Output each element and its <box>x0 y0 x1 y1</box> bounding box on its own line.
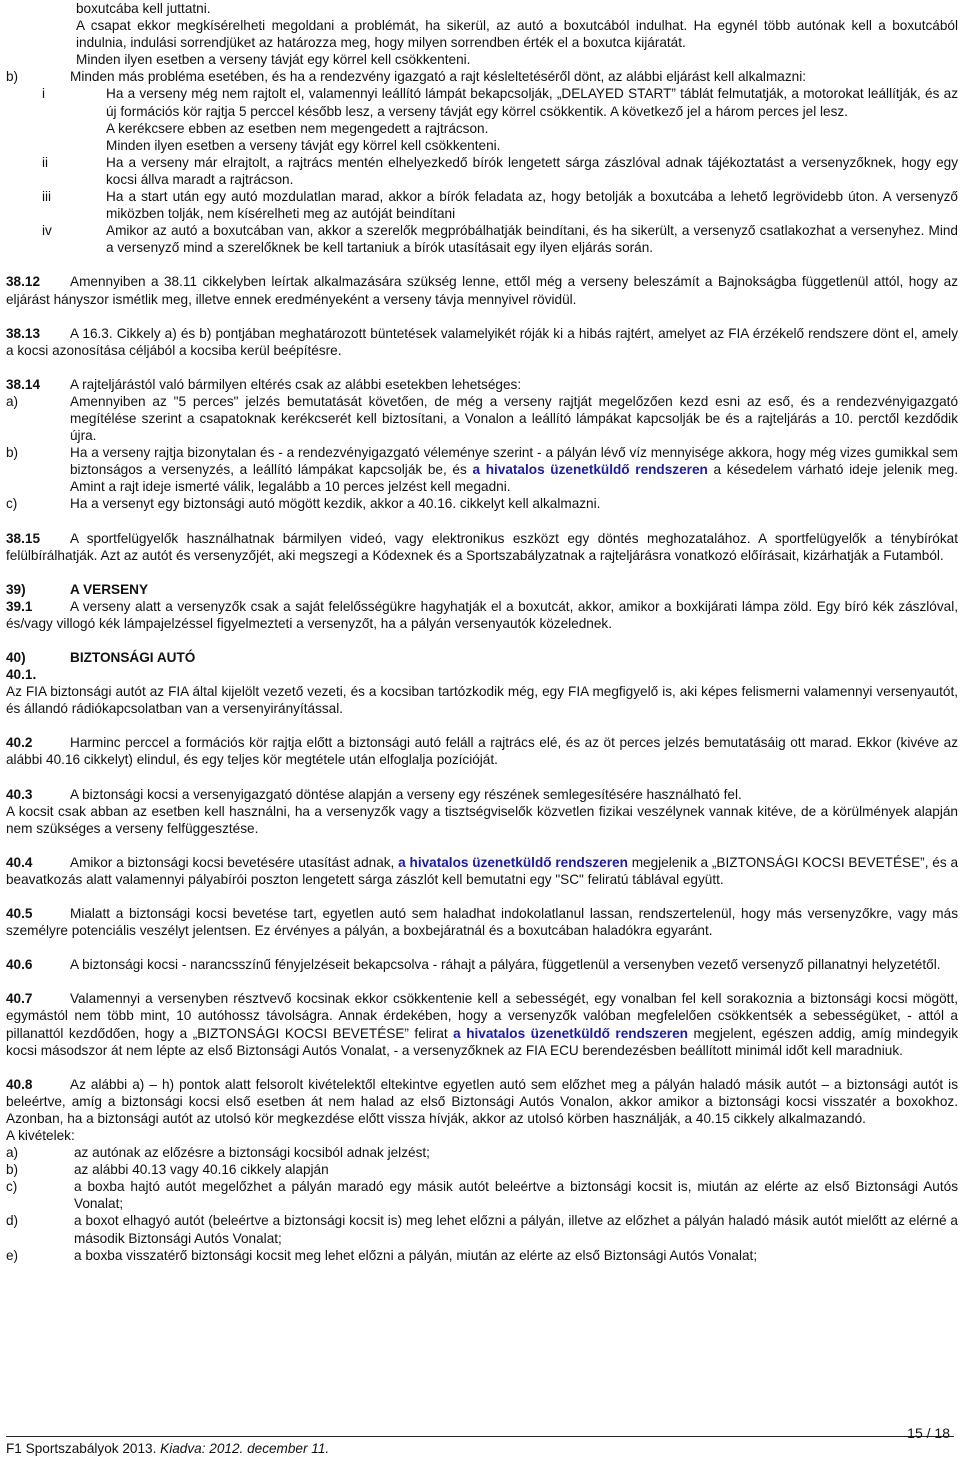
footer-edition: Kiadva: 2012. december 11. <box>160 1441 330 1456</box>
section-40-3 <box>6 786 958 803</box>
item-text: Ha a versenyt egy biztonsági autó mögött kezdik, akkor a 40.16. cikkelyt kell alkalmazni. <box>70 496 601 512</box>
section-38-14-c <box>6 495 958 512</box>
item-text-post: a késedelem várható ideje jelenik meg. Amint a rajt ideje ismerté válik, legalább a 10 perces jelzést kell megadni. <box>70 462 958 495</box>
section-39-1 <box>6 598 958 632</box>
item-b-i <box>6 85 958 153</box>
section-text: Amennyiben a 38.11 cikkelyben leírtak alkalmazására szükség lenne, ettől még a verseny beleszámít a Bajnokságba függetlenül attól, hogy az eljárást hányszor ismétlik meg, illetve ennek eredményeként a verseny távja mennyivel rövidül. <box>6 274 958 307</box>
messaging-system-link: a hivatalos üzenetküldő rendszeren <box>472 462 708 478</box>
section-text: A verseny alatt a versenyzők csak a saját felelősségükre hagyhatják el a boxutcát, akkor, amikor a boxkijárati lámpa zöld. Egy bíró kék zászlóval, és/vagy villogó kék lámpajelzéssel figyelmezteti a versenyzőt, ha a pályán versenyautók közelednek. <box>6 598 958 631</box>
item-b-i-label: i <box>42 86 46 102</box>
exception-label: d) <box>6 1213 19 1229</box>
intro-line-2: A csapat ekkor megkísérelheti megoldani a problémát, ha sikerül, az autó a boxutcából indulhat. Ha egynél több autónak kell a boxutcából indulnia, indulási sorrendjüket az határozza meg, hogy milyen sorrendben érték el a boxutca kijáratát. <box>76 18 958 51</box>
exceptions-intro: A kivételek: <box>6 1127 75 1143</box>
exception-text: az alábbi 40.13 vagy 40.16 cikkely alapján <box>74 1162 329 1178</box>
item-b-label: b) <box>6 69 19 85</box>
section-number: 40.2 <box>6 735 33 751</box>
section-number: 38.13 <box>6 325 41 341</box>
item-b-iv-label: iv <box>42 223 52 239</box>
section-40-3-text2: A kocsit csak abban az esetben kell használni, ha a versenyzők vagy a tisztségviselők közvetlen fizikai veszélynek vannak kitéve, de a körülmények alapján nem szükséges a verseny felfüggesztése. <box>6 803 958 836</box>
section-number: 40.6 <box>6 957 33 973</box>
item-b-i-text: Ha a verseny még nem rajtolt el, valamennyi leállító lámpát bekapcsolják, „DELAYED START” táblát felmutatják, a motorokat leállítják, és az új formációs kör rajtja 5 perccel később lesz, a verseny távját egy körrel csökkentik. A következő jel a három perces jel lesz. <box>106 86 958 119</box>
document-body <box>6 0 958 1264</box>
section-number: 40.5 <box>6 906 33 922</box>
exception-text: a boxba hajtó autót megelőzhet a pályán maradó egy másik autót beleértve a biztonsági kocsit is, miután az elérte az első Biztonsági Autós Vonalat; <box>74 1179 958 1212</box>
section-text: Harminc perccel a formációs kör rajtja előtt a biztonsági autó feláll a rajtrács elé, és az öt perces jelzés bemutatásáig ott marad. Ekkor (kivéve az alábbi 40.16 cikkelyt) elindul, és egy teljes kör megtétele után elfoglalja pozícióját. <box>6 735 958 768</box>
exception-text: a boxba visszatérő biztonsági kocsit meg lehet előzni a pályán, miután az elérte az első Biztonsági Autós Vonalat; <box>74 1247 758 1263</box>
section-38-14 <box>6 376 958 393</box>
item-text: Amennyiben az "5 perces" jelzés bemutatását követően, de még a verseny rajtját megelőzően kezd esni az eső, és a rendezvényigazgató megítélése szerint a csapatoknak kerékcserét kell biztosítani, a Vonalon a leállító lámpákat kapcsolják be és a rajteljárás a 10. perctől kezdődik újra. <box>70 393 958 444</box>
exception-item <box>6 1178 958 1212</box>
section-number: 40.3 <box>6 786 33 802</box>
item-label: c) <box>6 496 18 512</box>
section-number: 38.14 <box>6 376 41 392</box>
exception-label: a) <box>6 1145 19 1161</box>
section-text: A rajteljárástól való bármilyen eltérés csak az alábbi esetekben lehetséges: <box>70 376 522 392</box>
section-text-post: megjelent, egészen addig, amíg mindegyik kocsi másodszor át nem lépte az első Biztonsági Autós Vonalat, - a versenyzőknek az FIA ECU berendezésben beállított minimál időt kell maradniuk. <box>6 1025 958 1058</box>
heading-title: A VERSENY <box>70 581 149 597</box>
section-40-1-number: 40.1. <box>6 667 37 683</box>
section-text: A biztonsági kocsi a versenyigazgató döntése alapján a verseny egy részének semlegesítésére használható fel. <box>70 786 742 802</box>
exception-item <box>6 1144 958 1161</box>
item-b-iii-text: Ha a start után egy autó mozdulatlan marad, akkor a bírók feladata az, hogy betolják a boxutcába a lehető legrövidebb úton. A versenyző miközben tolják, nem kísérelheti meg az autóját beindítani <box>106 189 958 222</box>
exception-label: e) <box>6 1247 19 1263</box>
heading-39 <box>6 581 958 598</box>
section-number: 40.4 <box>6 854 33 870</box>
exception-item <box>6 1247 958 1264</box>
item-b-i-text3: Minden ilyen esetben a verseny távját egy körrel kell csökkenteni. <box>106 137 501 153</box>
heading-40 <box>6 649 958 666</box>
item-b-ii <box>6 154 958 188</box>
heading-title: BIZTONSÁGI AUTÓ <box>70 650 196 665</box>
messaging-system-link: a hivatalos üzenetküldő rendszeren <box>398 854 628 870</box>
intro-line-1: boxutcába kell juttatni. <box>76 1 211 16</box>
section-text-post: megjelenik a „BIZTONSÁGI KOCSI BEVETÉSE”, és a beavatkozás alatt valamennyi pályabírói poszton lengetett sárga zászlót kell bemutatni egy "SC" feliratú táblával együtt. <box>6 854 959 887</box>
item-b-i-text2: A kerékcsere ebben az esetben nem megengedett a rajtrácson. <box>106 120 489 136</box>
section-number: 38.12 <box>6 274 41 290</box>
section-38-14-b <box>6 444 958 495</box>
section-40-5 <box>6 905 958 939</box>
exception-text: a boxot elhagyó autót (beleértve a biztonsági kocsit is) meg lehet előzni a pályán, illetve az előzhet a pályán haladó másik autót mielőtt az elérné a második Biztonsági Autós Vonalat; <box>74 1213 958 1246</box>
section-text: A biztonsági kocsi - narancsszínű fényjelzéseit bekapcsolva - ráhajt a pályára, függetlenül a versenyben vezető versenyző pillanatnyi helyzetétől. <box>70 957 941 973</box>
item-b-text: Minden más probléma esetében, és ha a rendezvény igazgató a rajt késleltetéséről dönt, az alábbi eljárást kell alkalmazni: <box>70 69 806 85</box>
section-40-6 <box>6 956 958 973</box>
item-b <box>6 68 958 85</box>
section-40-4 <box>6 854 958 888</box>
section-text-pre: Amikor a biztonsági kocsi bevetésére utasítást adnak, <box>70 854 395 870</box>
section-40-1-text: Az FIA biztonsági autót az FIA által kijelölt vezető vezeti, és a kocsiban tartózkodik még, egy FIA megfigyelő is, aki képes felismerni valamennyi versenyautót, és állandó rádiókapcsolatban van a versenyirányítással. <box>6 684 958 717</box>
section-38-15 <box>6 530 958 564</box>
item-b-iii <box>6 188 958 222</box>
exception-label: b) <box>6 1162 19 1178</box>
page-footer <box>6 1425 954 1456</box>
footer-title: F1 Sportszabályok 2013. <box>6 1441 157 1456</box>
exception-text: az autónak az előzésre a biztonsági kocsiból adnak jelzést; <box>74 1145 430 1161</box>
section-38-12 <box>6 273 958 307</box>
item-label: b) <box>6 445 19 461</box>
section-40-8 <box>6 1076 958 1127</box>
item-b-iv <box>6 222 958 256</box>
section-38-14-a <box>6 393 958 444</box>
section-text: A 16.3. Cikkely a) és b) pontjában meghatározott büntetések valamelyikét róják ki a hibás rajtért, amelyet az FIA érzékelő rendszere dönt el, amely a kocsi azonosítása céljából a kocsiba kerül beépítésre. <box>6 325 958 358</box>
section-number: 39.1 <box>6 598 33 614</box>
exception-label: c) <box>6 1179 18 1195</box>
messaging-system-link: a hivatalos üzenetküldő rendszeren <box>453 1025 688 1041</box>
section-text: Mialatt a biztonsági kocsi bevetése tart, egyetlen autó sem haladhat indokolatlanul lassan, rendszertelenül, hogy más versenyzőkre, vagy más személyre potenciális veszélyt jelentsen. Ez érvényes a pályán, a boxbejáratnál és a boxutcában haladókra egyaránt. <box>6 906 958 939</box>
item-label: a) <box>6 393 19 409</box>
exception-item <box>6 1161 958 1178</box>
section-number: 40.7 <box>6 991 33 1007</box>
intro-line-3: Minden ilyen esetben a verseny távját egy körrel kell csökkenteni. <box>76 52 471 68</box>
section-text: Az alábbi a) – h) pontok alatt felsorolt kivételektől eltekintve egyetlen autó sem előzhet meg a pályán haladó másik autót – a biztonsági autót is beleértve, amíg a biztonsági kocsi első esetben át nem halad az első Biztonsági Autós Vonalon, akkor amikor a biztonsági kocsi visszatér a boxokhoz. Azonban, ha a biztonsági autót az utolsó kör megkezdése előtt vissza hívják, akkor az utolsó körben használják, a 40.15 cikkely alkalmazandó. <box>6 1076 958 1126</box>
section-text: A sportfelügyelők használhatnak bármilyen videó, vagy elektronikus eszközt egy döntés meghozatalához. A sportfelügyelők a ténybírókat felülbírálhatják. Azt az autót és versenyzőjét, aki megszegi a Kódexnek és a Sportszabályzatnak a rajteljárásra vonatkozó előírásait, kizárhatják a Futamból. <box>6 530 958 563</box>
section-38-13 <box>6 325 958 359</box>
page-number: 15 / 18 <box>907 1425 950 1441</box>
section-number: 38.15 <box>6 530 41 546</box>
item-b-iv-text: Amikor az autó a boxutcában van, akkor a szerelők megpróbálhatják beindítani, és ha sikerült, a versenyző csatlakozhat a versenyhez. Mind a versenyző mind a szerelőknek be kell tartaniuk a bírók utasításait egy ilyen eljárás során. <box>106 223 958 256</box>
item-b-iii-label: iii <box>42 189 52 205</box>
heading-number: 39) <box>6 581 26 597</box>
item-text-pre: Ha a verseny rajtja bizonytalan és - a rendezvényigazgató véleménye szerint - a pályán lévő víz mennyisége akkora, hogy még vizes gumikkal sem biztonságos a versenyzés, a leállító lámpákat kapcsolják be, és <box>70 445 958 478</box>
item-b-ii-label: ii <box>42 154 49 170</box>
section-text-pre: Valamennyi a versenyben résztvevő kocsinak ekkor csökkentenie kell a sebességét, egy vonalban fel kell sorakoznia a biztonsági kocsi mögött, egymástól nem több mint, 10 autóhossz távolságra. Annak érdekében, hogy a versenyzők valóban megfelelően csökkentsék a sebességüket, - attól a pillanattól kezdődően, hogy a „BIZTONSÁGI KOCSI BEVETÉSE” felirat <box>6 991 958 1041</box>
section-number: 40.8 <box>6 1076 33 1092</box>
exception-item <box>6 1212 958 1246</box>
section-40-7 <box>6 990 958 1058</box>
item-b-ii-text: Ha a verseny már elrajtolt, a rajtrács mentén elhelyezkedő bírók lengetett sárga zászlóval adnak tájékoztatást a versenyzőknek, hogy egy kocsi állva maradt a rajtrácson. <box>106 154 958 187</box>
section-40-2 <box>6 734 958 768</box>
heading-number: 40) <box>6 650 26 665</box>
